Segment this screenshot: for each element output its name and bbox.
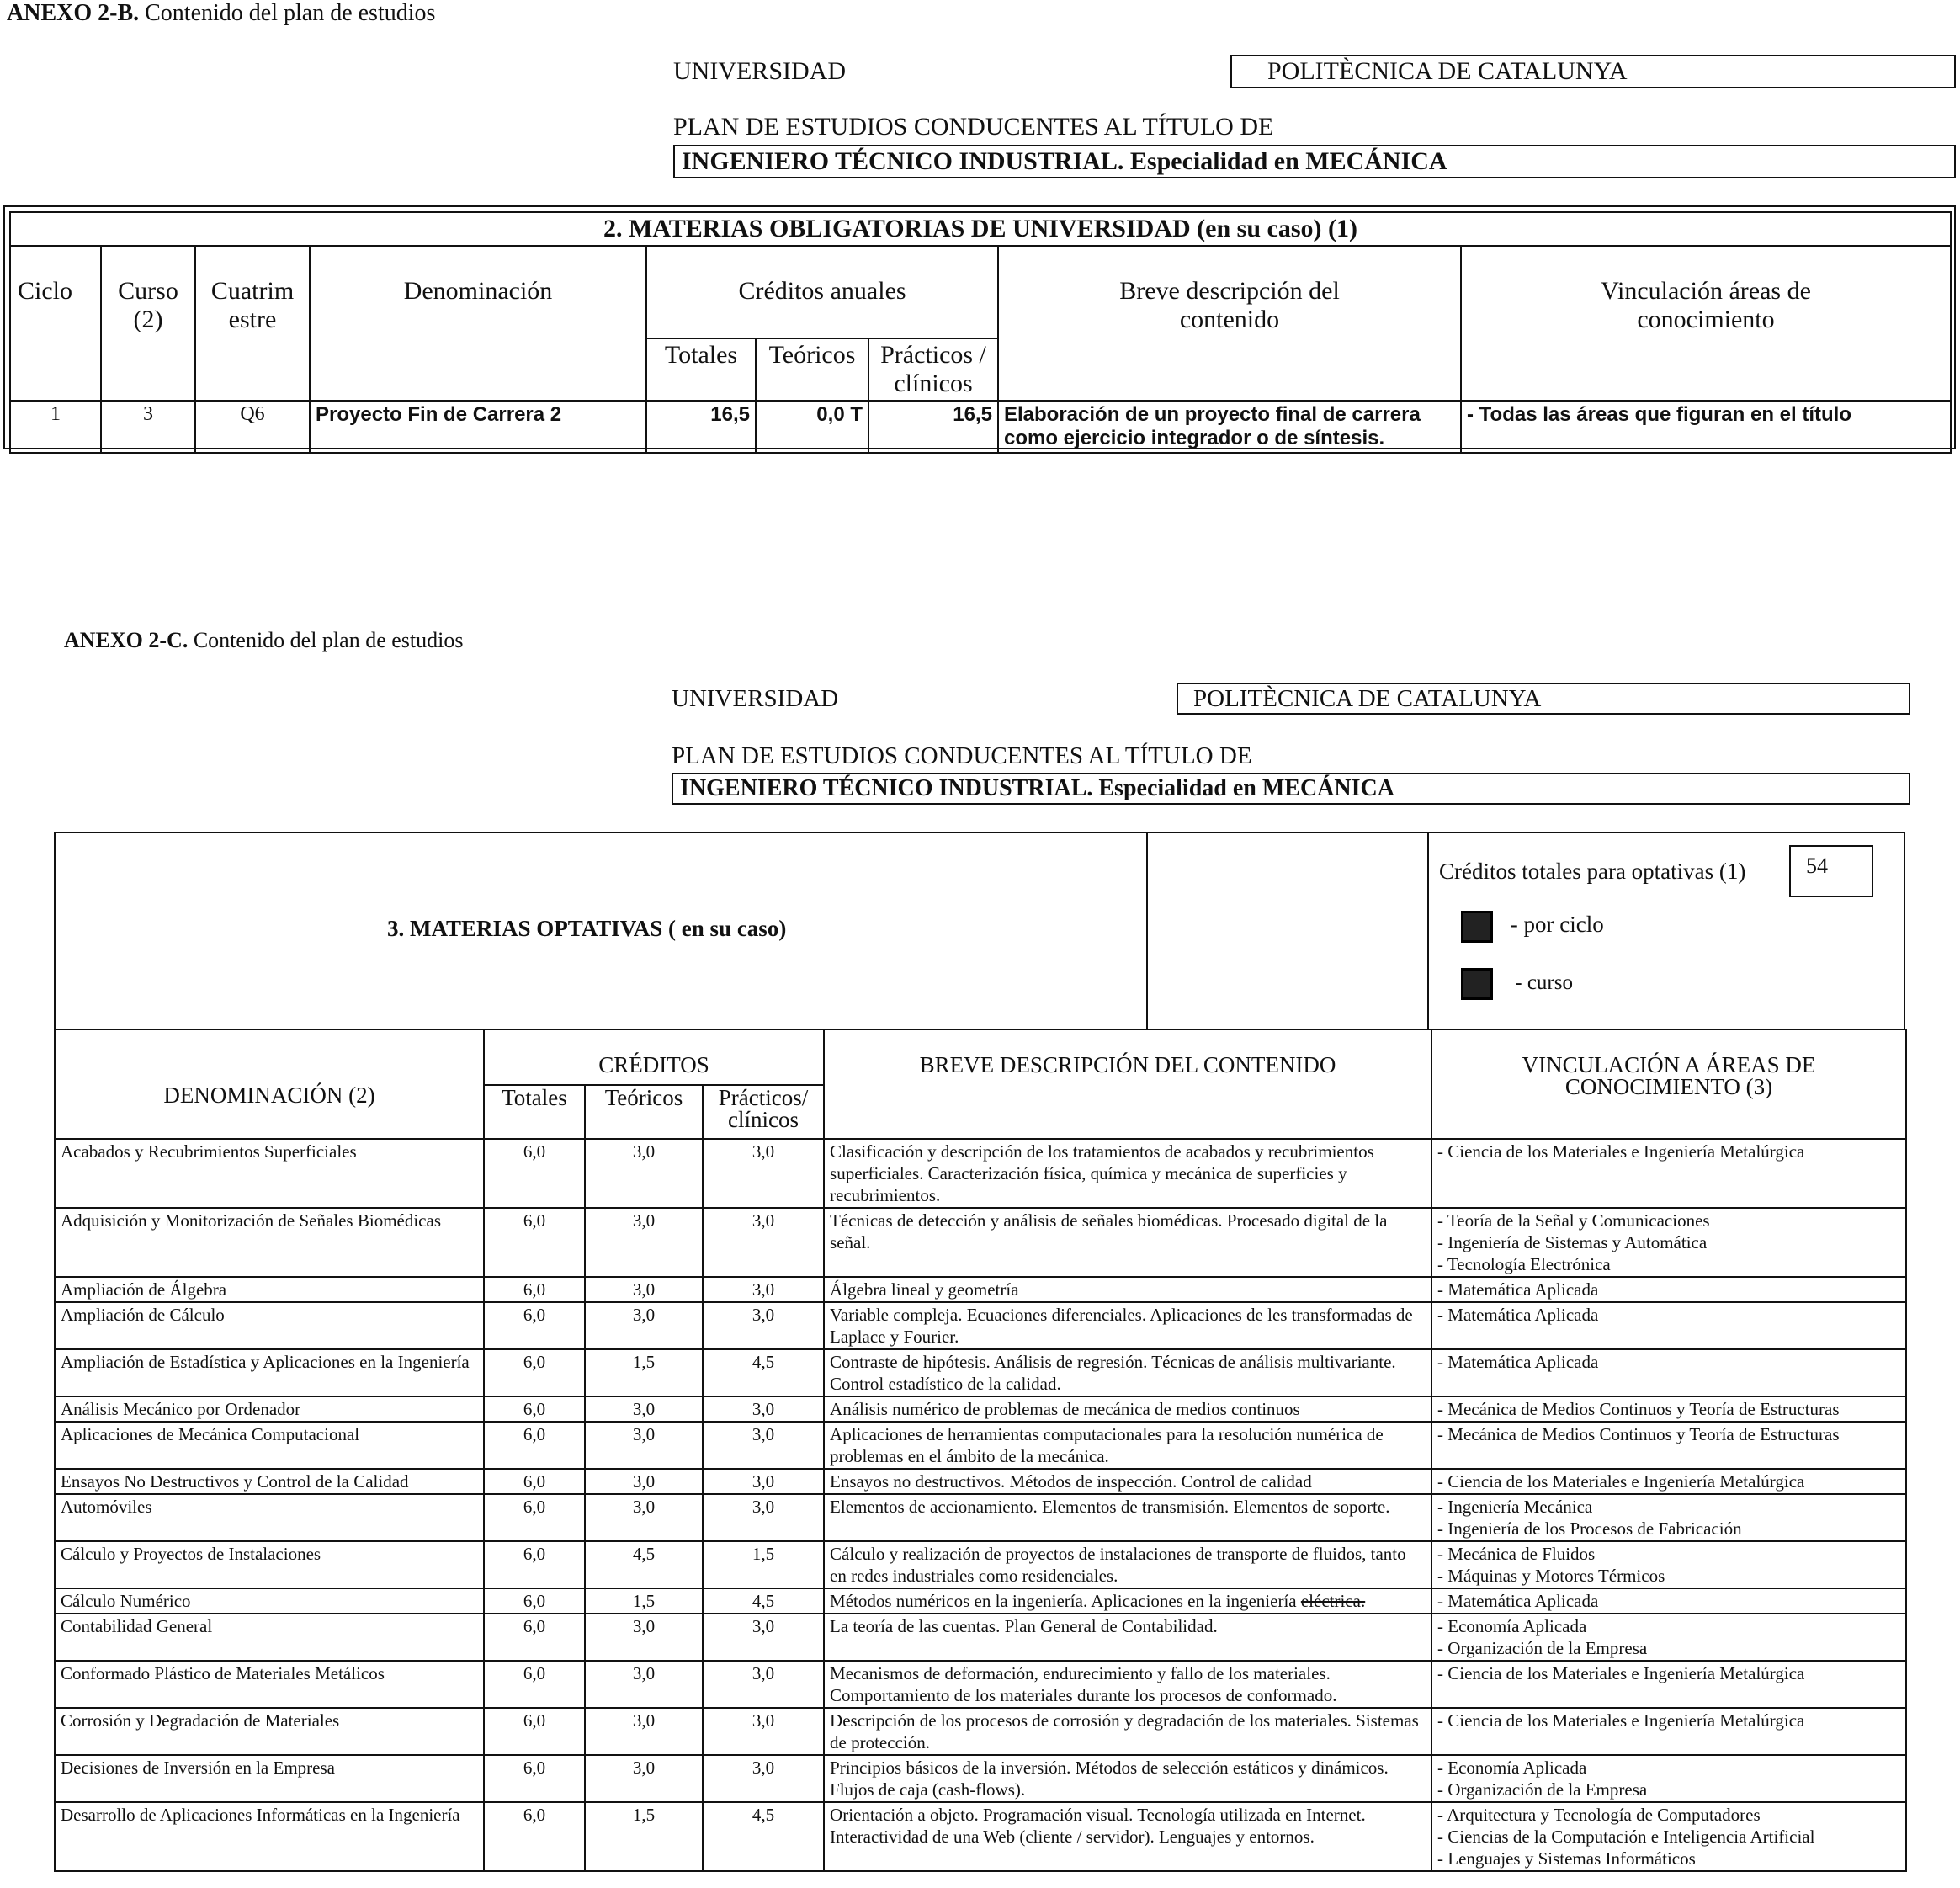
table-row [55,1494,1906,1541]
cell-totales: 6,0 [484,1277,585,1302]
table-row [55,1541,1906,1588]
cell-vinculacion [1431,1755,1906,1802]
cell-practicos: 1,5 [703,1541,824,1588]
cell-totales: 6,0 [484,1708,585,1755]
descripcion-text: Clasificación y descripción de los tratamientos de acabados y recubrimientos superficiales. Caracterización física, química y mecánica de superficies y recubrimientos. [830,1141,1374,1205]
cell-vinculacion [1431,1277,1906,1302]
por-ciclo-checkbox-icon [1461,911,1493,943]
creditos-totales-value [1789,845,1873,897]
cell-totales: 6,0 [484,1755,585,1802]
vinculacion-area: - Matemática Aplicada [1437,1591,1599,1611]
anexo-b-subtitle: Contenido del plan de estudios [139,0,436,26]
plan-label-c: PLAN DE ESTUDIOS CONDUCENTES AL TÍTULO DE [672,742,1252,769]
cell-denominacion: Corrosión y Degradación de Materiales [55,1708,484,1755]
cell-denominacion: Ensayos No Destructivos y Control de la Calidad [55,1469,484,1494]
cell-vinculacion [1431,1349,1906,1396]
cell-denominacion: Conformado Plástico de Materiales Metálicos [55,1661,484,1708]
table-row [55,1139,1906,1208]
cell-descripcion: Elaboración de un proyecto final de carrera como ejercicio integrador o de síntesis. [998,401,1461,453]
plan-value-c-text: INGENIERO TÉCNICO INDUSTRIAL. Especialidad en MECÁNICA [680,775,1394,801]
vinculacion-area: - Organización de la Empresa [1437,1779,1648,1800]
obligatorias-table-frame [3,205,1956,449]
cell-vinculacion [1431,1469,1906,1494]
cell-denominacion: Automóviles [55,1494,484,1541]
cell-totales: 6,0 [484,1139,585,1208]
cell-curso: 3 [101,401,195,453]
obligatorias-title: 2. MATERIAS OBLIGATORIAS DE UNIVERSIDAD (en su caso) (1) [10,212,1951,246]
table-row [55,1302,1906,1349]
universidad-value [1230,55,1956,88]
struck-text: eléctrica. [1300,1591,1366,1611]
cell-practicos: 3,0 [703,1755,824,1802]
vinculacion-area: - Economía Aplicada [1437,1758,1587,1778]
descripcion-text: Aplicaciones de herramientas computacionales para la resolución numérica de problemas en el ámbito de la mecánica. [830,1424,1384,1466]
cell-teoricos: 3,0 [585,1614,703,1661]
cell-descripcion [824,1208,1431,1277]
descripcion-text: Principios básicos de la inversión. Métodos de selección estáticos y dinámicos. Flujos de caja (cash-flows). [830,1758,1389,1800]
table-row [55,1661,1906,1708]
descripcion-text: La teoría de las cuentas. Plan General de Contabilidad. [830,1616,1218,1636]
cell-teoricos: 3,0 [585,1469,703,1494]
cell-vinculacion [1431,1139,1906,1208]
header-curso: Curso (2) [101,246,195,401]
header-vinculacion-c: VINCULACIÓN A ÁREAS DE CONOCIMIENTO (3) [1431,1029,1906,1139]
cell-denominacion: Proyecto Fin de Carrera 2 [310,401,646,453]
anexo-c-label: ANEXO 2-C. [64,628,189,652]
cell-teoricos: 3,0 [585,1422,703,1469]
header-totales: Totales [646,338,756,401]
vinculacion-area: - Lenguajes y Sistemas Informáticos [1437,1848,1696,1869]
anexo-b-heading [7,0,435,27]
cell-descripcion [824,1614,1431,1661]
cell-descripcion [824,1755,1431,1802]
cell-vinculacion [1431,1208,1906,1277]
descripcion-text: Orientación a objeto. Programación visual. Tecnología utilizada en Internet. Interactividad de una Web (cliente / servidor). Lenguajes y entornos. [830,1805,1366,1847]
curso-option [1461,968,1573,1000]
cell-teoricos: 3,0 [585,1208,703,1277]
cell-totales: 6,0 [484,1302,585,1349]
cell-teoricos: 3,0 [585,1302,703,1349]
cell-vinculacion [1431,1661,1906,1708]
creditos-totales-value-text: 54 [1806,854,1828,878]
cell-practicos: 16,5 [868,401,998,453]
cell-ciclo: 1 [10,401,101,453]
cell-totales: 6,0 [484,1541,585,1588]
cell-practicos: 3,0 [703,1422,824,1469]
cell-denominacion: Contabilidad General [55,1614,484,1661]
header-creditos-c: CRÉDITOS [484,1029,824,1085]
vinculacion-area: - Organización de la Empresa [1437,1638,1648,1658]
table-row [55,1802,1906,1871]
cell-totales: 6,0 [484,1588,585,1614]
cell-totales: 6,0 [484,1396,585,1422]
plan-value [673,145,1956,178]
header-teoricos-c: Teóricos [585,1085,703,1139]
cell-vinculacion [1431,1302,1906,1349]
descripcion-text: Elementos de accionamiento. Elementos de transmisión. Elementos de soporte. [830,1497,1390,1517]
anexo-c-subtitle: Contenido del plan de estudios [188,628,464,652]
cell-denominacion: Acabados y Recubrimientos Superficiales [55,1139,484,1208]
descripcion-text: Descripción de los procesos de corrosión y degradación de los materiales. Sistemas de protección. [830,1710,1419,1752]
universidad-value-c [1177,683,1910,715]
cell-descripcion [824,1494,1431,1541]
header-descripcion-c: BREVE DESCRIPCIÓN DEL CONTENIDO [824,1029,1431,1139]
table-row [55,1469,1906,1494]
vinculacion-area: - Matemática Aplicada [1437,1305,1599,1325]
cell-practicos: 3,0 [703,1302,824,1349]
vinculacion-area: - Matemática Aplicada [1437,1279,1599,1300]
cell-teoricos: 0,0 T [756,401,868,453]
table-row [55,1277,1906,1302]
anexo-b-label: ANEXO 2-B. [7,0,140,26]
optativas-body [55,1139,1906,1871]
cell-teoricos: 3,0 [585,1277,703,1302]
cell-practicos: 3,0 [703,1708,824,1755]
cell-practicos: 3,0 [703,1469,824,1494]
cell-denominacion: Desarrollo de Aplicaciones Informáticas en la Ingeniería [55,1802,484,1871]
descripcion-text: Técnicas de detección y análisis de señales biomédicas. Procesado digital de la señal. [830,1210,1388,1252]
cell-denominacion: Análisis Mecánico por Ordenador [55,1396,484,1422]
cell-descripcion [824,1349,1431,1396]
header-denominacion: Denominación [310,246,646,401]
cell-teoricos: 1,5 [585,1588,703,1614]
vinculacion-area: - Ciencia de los Materiales e Ingeniería Metalúrgica [1437,1141,1805,1162]
vinculacion-area: - Ciencia de los Materiales e Ingeniería Metalúrgica [1437,1710,1805,1731]
header-totales-c: Totales [484,1085,585,1139]
optativas-divider-1 [1146,832,1148,1030]
vinculacion-area: - Mecánica de Medios Continuos y Teoría de Estructuras [1437,1424,1840,1444]
vinculacion-area: - Mecánica de Fluidos [1437,1544,1596,1564]
cell-vinculacion [1431,1708,1906,1755]
cell-totales: 6,0 [484,1208,585,1277]
descripcion-text: Métodos numéricos en la ingeniería. Aplicaciones en la ingeniería [830,1591,1297,1611]
creditos-totales-label: Créditos totales para optativas (1) [1439,859,1746,884]
universidad-label-c: UNIVERSIDAD [672,685,839,712]
cell-totales: 6,0 [484,1422,585,1469]
cell-denominacion: Ampliación de Estadística y Aplicaciones en la Ingeniería [55,1349,484,1396]
cell-practicos: 3,0 [703,1614,824,1661]
cell-descripcion [824,1661,1431,1708]
descripcion-text: Contraste de hipótesis. Análisis de regresión. Técnicas de análisis multivariante. Control estadístico de la calidad. [830,1352,1396,1394]
cell-practicos: 3,0 [703,1139,824,1208]
cell-denominacion: Cálculo Numérico [55,1588,484,1614]
table-row [55,1708,1906,1755]
cell-practicos: 3,0 [703,1661,824,1708]
vinculacion-area: - Arquitectura y Tecnología de Computadores [1437,1805,1761,1825]
descripcion-text: Análisis numérico de problemas de mecánica de medios continuos [830,1399,1300,1419]
vinculacion-area: - Ciencia de los Materiales e Ingeniería Metalúrgica [1437,1471,1805,1492]
table-row [55,1588,1906,1614]
obligatorias-table [9,211,1952,454]
universidad-value-text: POLITÈCNICA DE CATALUNYA [1267,57,1628,85]
cell-descripcion [824,1541,1431,1588]
vinculacion-area: - Ingeniería de Sistemas y Automática [1437,1232,1708,1252]
plan-value-text: INGENIERO TÉCNICO INDUSTRIAL. Especialidad en MECÁNICA [682,147,1447,175]
cell-vinculacion [1431,1494,1906,1541]
vinculacion-area: - Ingeniería Mecánica [1437,1497,1593,1517]
cell-descripcion [824,1277,1431,1302]
vinculacion-area: - Mecánica de Medios Continuos y Teoría de Estructuras [1437,1399,1840,1419]
cell-descripcion [824,1422,1431,1469]
cell-vinculacion [1431,1422,1906,1469]
cell-teoricos: 3,0 [585,1708,703,1755]
header-practicos: Prácticos / clínicos [868,338,998,401]
cell-totales: 6,0 [484,1349,585,1396]
cell-teoricos: 3,0 [585,1661,703,1708]
table-row [55,1349,1906,1396]
cell-practicos: 3,0 [703,1208,824,1277]
cell-vinculacion [1431,1588,1906,1614]
vinculacion-area: - Matemática Aplicada [1437,1352,1599,1372]
cell-teoricos: 3,0 [585,1755,703,1802]
cell-descripcion [824,1588,1431,1614]
vinculacion-area: - Ciencias de la Computación e Inteligencia Artificial [1437,1827,1815,1847]
cell-teoricos: 1,5 [585,1802,703,1871]
vinculacion-area: - Máquinas y Motores Térmicos [1437,1566,1665,1586]
table-row [55,1396,1906,1422]
cell-denominacion: Aplicaciones de Mecánica Computacional [55,1422,484,1469]
descripcion-text: Ensayos no destructivos. Métodos de inspección. Control de calidad [830,1471,1312,1492]
cell-vinculacion [1431,1802,1906,1871]
cell-totales: 16,5 [646,401,756,453]
optativas-title: 3. MATERIAS OPTATIVAS ( en su caso) [387,916,787,941]
cell-practicos: 3,0 [703,1494,824,1541]
cell-teoricos: 3,0 [585,1494,703,1541]
plan-value-c [672,773,1910,805]
cell-practicos: 4,5 [703,1349,824,1396]
curso-checkbox-icon [1461,968,1493,1000]
curso-label: - curso [1515,971,1573,994]
header-creditos-anuales: Créditos anuales [646,246,998,338]
descripcion-text: Cálculo y realización de proyectos de instalaciones de transporte de fluidos, tanto en redes industriales como residenciales. [830,1544,1406,1586]
cell-teoricos: 3,0 [585,1396,703,1422]
descripcion-text: Mecanismos de deformación, endurecimiento y fallo de los materiales. Comportamiento de los materiales durante los procesos de conformado. [830,1663,1337,1705]
table-row [55,1614,1906,1661]
table-row [55,1755,1906,1802]
vinculacion-area: - Tecnología Electrónica [1437,1254,1611,1274]
table-row [55,1208,1906,1277]
cell-vinculacion [1431,1614,1906,1661]
optativas-table [54,1029,1907,1872]
anexo-c-heading [64,628,463,653]
cell-descripcion [824,1469,1431,1494]
descripcion-text: Álgebra lineal y geometría [830,1279,1019,1300]
cell-practicos: 3,0 [703,1277,824,1302]
header-ciclo: Ciclo [10,246,101,401]
vinculacion-area: - Economía Aplicada [1437,1616,1587,1636]
header-vinculacion: Vinculación áreas de conocimiento [1461,246,1951,401]
por-ciclo-label: - por ciclo [1510,912,1604,938]
universidad-value-c-text: POLITÈCNICA DE CATALUNYA [1193,685,1542,712]
cell-practicos: 4,5 [703,1802,824,1871]
cell-denominacion: Cálculo y Proyectos de Instalaciones [55,1541,484,1588]
header-teoricos: Teóricos [756,338,868,401]
cell-totales: 6,0 [484,1469,585,1494]
cell-teoricos: 3,0 [585,1139,703,1208]
cell-totales: 6,0 [484,1802,585,1871]
cell-vinculacion [1431,1396,1906,1422]
cell-practicos: 3,0 [703,1396,824,1422]
vinculacion-area: - Ciencia de los Materiales e Ingeniería Metalúrgica [1437,1663,1805,1683]
header-denominacion-c: DENOMINACIÓN (2) [55,1029,484,1139]
cell-descripcion [824,1302,1431,1349]
table-row [55,1422,1906,1469]
vinculacion-area: - Ingeniería de los Procesos de Fabricación [1437,1518,1742,1539]
por-ciclo-option [1461,911,1604,943]
cell-vinculacion [1431,1541,1906,1588]
header-practicos-c: Prácticos/ clínicos [703,1085,824,1139]
cell-cuatrim: Q6 [195,401,310,453]
cell-descripcion [824,1139,1431,1208]
optativas-divider-2 [1427,832,1429,1030]
cell-totales: 6,0 [484,1661,585,1708]
cell-denominacion: Decisiones de Inversión en la Empresa [55,1755,484,1802]
cell-totales: 6,0 [484,1494,585,1541]
cell-teoricos: 1,5 [585,1349,703,1396]
cell-vinculacion: - Todas las áreas que figuran en el título [1461,401,1951,453]
cell-practicos: 4,5 [703,1588,824,1614]
cell-descripcion [824,1708,1431,1755]
universidad-label: UNIVERSIDAD [673,57,846,85]
header-descripcion: Breve descripción del contenido [998,246,1461,401]
cell-totales: 6,0 [484,1614,585,1661]
table-row [10,401,1951,453]
cell-denominacion: Adquisición y Monitorización de Señales Biomédicas [55,1208,484,1277]
descripcion-text: Variable compleja. Ecuaciones diferenciales. Aplicaciones de les transformadas de Laplace y Fourier. [830,1305,1413,1347]
cell-teoricos: 4,5 [585,1541,703,1588]
cell-descripcion [824,1802,1431,1871]
cell-descripcion [824,1396,1431,1422]
vinculacion-area: - Teoría de la Señal y Comunicaciones [1437,1210,1710,1231]
cell-denominacion: Ampliación de Álgebra [55,1277,484,1302]
plan-label: PLAN DE ESTUDIOS CONDUCENTES AL TÍTULO DE [673,113,1274,141]
header-cuatrim: Cuatrim estre [195,246,310,401]
cell-denominacion: Ampliación de Cálculo [55,1302,484,1349]
